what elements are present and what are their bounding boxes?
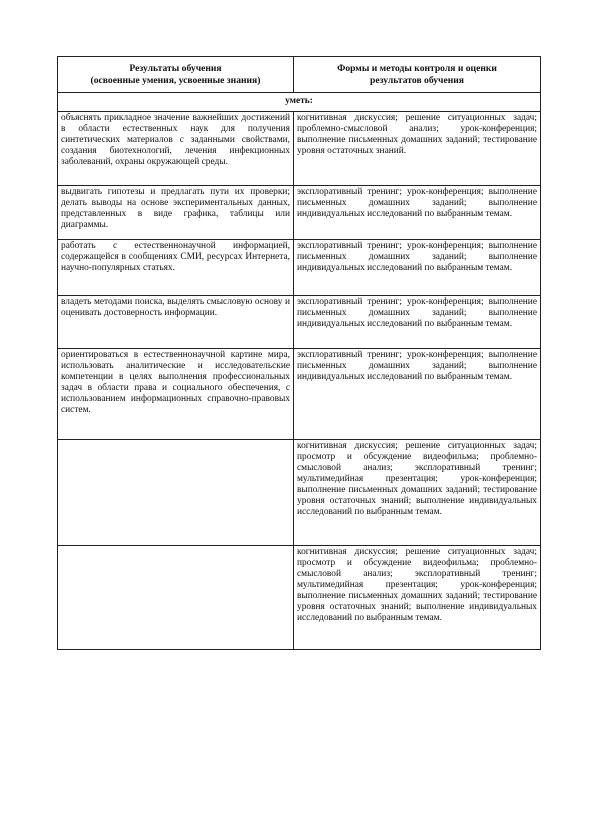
table-row [58, 296, 541, 349]
header-col2-line2: результатов обучения [370, 74, 464, 86]
control-methods-cell: эксплоративный тренинг; урок-конференция; выполнение письменных домашних заданий; выполнение индивидуальных исследований по выбранным темам. [294, 296, 541, 349]
control-methods-cell: эксплоративный тренинг; урок-конференция; выполнение письменных домашних заданий; выполнение индивидуальных исследований по выбранным темам. [294, 240, 541, 296]
table-row [58, 240, 541, 296]
header-col1-line1: Результаты обучения [129, 63, 222, 74]
control-methods-cell: когнитивная дискуссия; решение ситуационных задач; просмотр и обсуждение видеофильма; проблемно-смысловой анализ; эксплоративный тренинг; мультимедийная презентация; урок-конференция; выполнение письменных домашних заданий; тестирование уровня остаточных знаний; выполнение индивидуальных исследований по выбранным темам. [294, 546, 541, 650]
table-header-row [58, 57, 541, 93]
learning-result-cell: объяснять прикладное значение важнейших достижений в области естественных наук для получения синтетических материалов с заданными свойствами, создания биотехнологий, лечения инфекционных заболеваний, охраны окружающей среды. [58, 112, 294, 186]
control-methods-cell: когнитивная дискуссия; решение ситуационных задач; просмотр и обсуждение видеофильма; проблемно-смысловой анализ; эксплоративный тренинг; мультимедийная презентация; урок-конференция; выполнение письменных домашних заданий; тестирование уровня остаточных знаний; выполнение индивидуальных исследований по выбранным темам. [294, 440, 541, 546]
header-control-methods [294, 57, 541, 93]
table-row [58, 349, 541, 440]
header-col1-line2: (освоенные умения, усвоенные знания) [90, 74, 261, 86]
control-methods-cell: эксплоративный тренинг; урок-конференция; выполнение письменных домашних заданий; выполнение индивидуальных исследований по выбранным темам. [294, 349, 541, 440]
table-row [58, 546, 541, 650]
learning-result-cell [58, 546, 294, 650]
table-row [58, 186, 541, 240]
learning-result-cell: работать с естественнонаучной информацией, содержащейся в сообщениях СМИ, ресурсах Интернета, научно-популярных статьях. [58, 240, 294, 296]
section-label: уметь: [58, 93, 541, 112]
header-learning-results [58, 57, 294, 93]
learning-result-cell [58, 440, 294, 546]
table-row [58, 112, 541, 186]
learning-result-cell: выдвигать гипотезы и предлагать пути их проверки; делать выводы на основе экспериментальных данных, представленных в виде графика, таблицы или диаграммы. [58, 186, 294, 240]
assessment-table [57, 56, 541, 650]
learning-result-cell: владеть методами поиска, выделять смысловую основу и оценивать достоверность информации. [58, 296, 294, 349]
control-methods-cell: когнитивная дискуссия; решение ситуационных задач; проблемно-смысловой анализ; урок-конференция; выполнение письменных домашних заданий; тестирование уровня остаточных знаний. [294, 112, 541, 186]
section-row [58, 93, 541, 112]
control-methods-cell: эксплоративный тренинг; урок-конференция; выполнение письменных домашних заданий; выполнение индивидуальных исследований по выбранным темам. [294, 186, 541, 240]
header-col2-line1: Формы и методы контроля и оценки [337, 63, 497, 74]
learning-result-cell: ориентироваться в естественнонаучной картине мира, использовать аналитические и исследовательские компетенции в целях выполнения профессиональных задач в области права и социального обеспечения, с использованием информационных справочно-правовых систем. [58, 349, 294, 440]
table-row [58, 440, 541, 546]
